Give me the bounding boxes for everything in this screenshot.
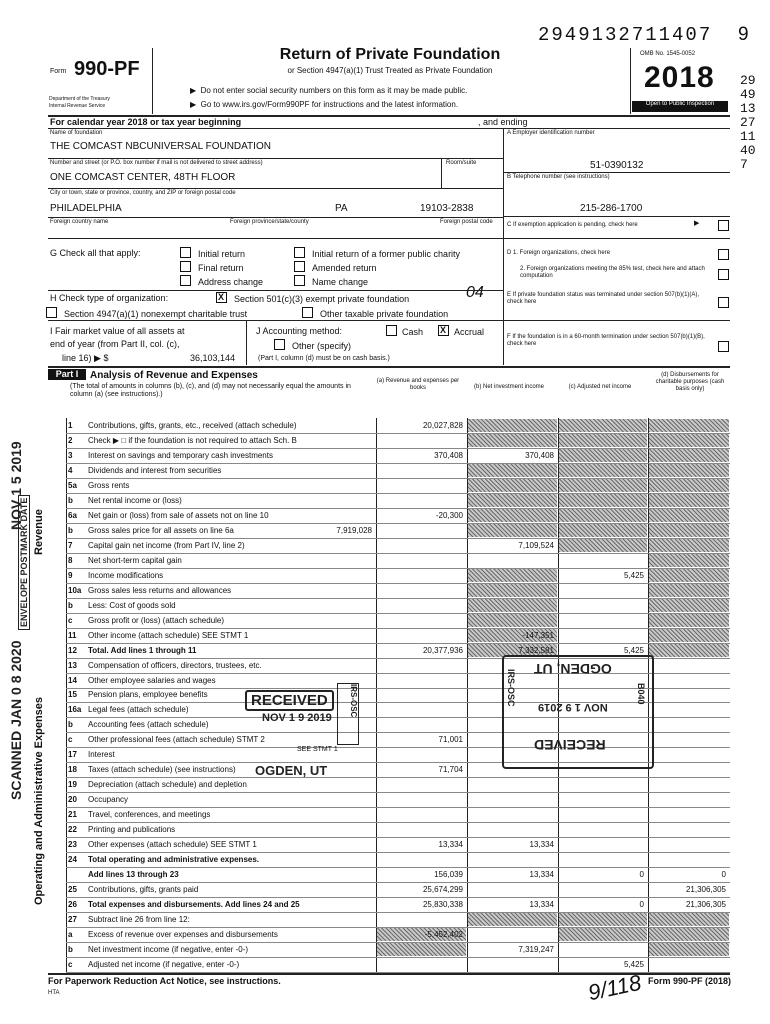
line-number: c [68, 615, 73, 625]
line-label: Printing and publications [88, 825, 176, 835]
part-i-title: Analysis of Revenue and Expenses [90, 370, 258, 381]
f-label: F If the foundation is in a 60-month termination under section 507(b)(1)(B), check here [507, 334, 705, 347]
line-label: Dividends and interest from securities [88, 465, 222, 475]
line-number: 12 [68, 645, 77, 655]
line-number: 13 [68, 660, 77, 670]
col-a-value[interactable]: 20,377,936 [422, 645, 463, 655]
line-label: Capital gain net income (from Part IV, line 2) [88, 540, 245, 550]
line-label: Total expenses and disbursements. Add lines 24 and 25 [88, 900, 300, 910]
table-row [48, 852, 730, 867]
fmv-label-3: line 16) ▶ $ [62, 353, 109, 363]
e-label: E If private foundation status was terminated under section 507(b)(1)(A), check here [507, 292, 700, 305]
table-row [48, 523, 730, 538]
line-label: Other expenses (attach schedule) SEE STMT 1 [88, 840, 257, 850]
line-label: Gross sales less returns and allowances [88, 585, 232, 595]
zip[interactable]: 19103-2838 [420, 203, 474, 214]
paperwork-notice: For Paperwork Reduction Act Notice, see instructions. [48, 976, 281, 986]
line-label: Excess of revenue over expenses and disbursements [88, 930, 278, 940]
phone-label: B Telephone number (see instructions) [507, 174, 610, 180]
line-number: 9 [68, 570, 73, 580]
table-row [48, 807, 730, 822]
line-label: Subtract line 26 from line 12: [88, 915, 190, 925]
accrual-checkbox[interactable] [438, 325, 449, 336]
initial-former-label: Initial return of a former public charity [312, 249, 461, 259]
table-row [48, 448, 730, 463]
line-number: c [68, 735, 73, 745]
table-row [48, 508, 730, 523]
see-stmt-1-overprint: SEE STMT 1 [297, 746, 338, 753]
expenses-label: Operating and Administrative Expenses [33, 696, 45, 905]
name-change-label: Name change [312, 277, 369, 287]
ssn-notice: ▶ Do not enter social security numbers on this form as it may be made public. [190, 86, 468, 95]
line-label: Interest [88, 750, 115, 760]
ein-label: A Employer identification number [507, 130, 595, 136]
omb-number: OMB No. 1545-0052 [640, 51, 696, 57]
col-b-value[interactable]: 13,334 [529, 900, 554, 910]
part-i-tag: Part I [48, 369, 86, 380]
section-501-label: Section 501(c)(3) exempt private foundation [234, 294, 410, 304]
table-row [48, 463, 730, 478]
handwritten-initials: 9/118 [585, 969, 644, 1006]
side-dln: 2949132711407 [740, 73, 756, 172]
table-row [48, 478, 730, 493]
line-number: a [68, 930, 73, 940]
line-label: Gross sales price for all assets on line 6a [88, 525, 234, 535]
d2-checkbox[interactable] [718, 269, 729, 280]
table-row [48, 927, 730, 942]
initial-former-checkbox[interactable] [294, 247, 305, 258]
line-label: Interest on savings and temporary cash investments [88, 450, 273, 460]
arrow-icon: ▶ [694, 220, 700, 227]
irs-osc-rotated: IRS-OSC [506, 669, 516, 707]
line-number: 20 [68, 795, 77, 805]
line-number: 3 [68, 450, 73, 460]
table-row [48, 957, 730, 972]
line-number: 24 [68, 855, 77, 865]
table-row [48, 897, 730, 912]
received-stamp: RECEIVED [245, 690, 334, 711]
line-number: 6a [68, 510, 77, 520]
line-label: Net investment income (if negative, enter -0-) [88, 945, 249, 955]
col-c-value[interactable]: 0 [639, 900, 644, 910]
fmv-label-2: end of year (from Part II, col. (c), [50, 339, 180, 349]
form-number: 990-PF [74, 58, 140, 80]
line-label: Depreciation (attach schedule) and depletion [88, 780, 247, 790]
other-taxable-label: Other taxable private foundation [320, 309, 449, 319]
col-a-value[interactable]: -5,452,402 [424, 930, 463, 940]
table-row [48, 867, 730, 882]
line-number: b [68, 720, 73, 730]
line-number: 14 [68, 675, 77, 685]
line-number: 10a [68, 585, 82, 595]
name-change-checkbox[interactable] [294, 275, 305, 286]
d1-checkbox[interactable] [718, 249, 729, 260]
ogden-ut-rotated: OGDEN, UT [534, 661, 612, 677]
col-b-value[interactable]: -147,351 [522, 630, 554, 640]
line-label: Net short-term capital gain [88, 555, 182, 565]
line-number: b [68, 945, 73, 955]
cash-label: Cash [402, 327, 424, 337]
room-label: Room/suite [446, 160, 477, 166]
dln-number: 2949132711407 [538, 24, 713, 46]
street-address[interactable]: ONE COMCAST CENTER, 48TH FLOOR [50, 172, 236, 183]
col-b-header: (b) Net investment income [473, 384, 545, 390]
accrual-label: Accrual [454, 327, 485, 337]
col-d-value[interactable]: 21,306,305 [685, 885, 726, 895]
amended-return-checkbox[interactable] [294, 261, 305, 272]
line-label: Total operating and administrative expenses. [88, 855, 260, 865]
line-number: 17 [68, 750, 77, 760]
line-label: Adjusted net income (if negative, enter -0-) [88, 960, 240, 969]
f-checkbox[interactable] [718, 341, 729, 352]
state[interactable]: PA [335, 203, 348, 214]
table-row [48, 882, 730, 897]
col-a-value[interactable]: 71,001 [438, 735, 463, 745]
line-label: Net rental income or (loss) [88, 495, 182, 505]
form-label: Form [50, 68, 67, 75]
handwritten-note: 04 [466, 284, 484, 301]
j-label: J Accounting method: [256, 326, 343, 336]
initial-return-label: Initial return [198, 249, 246, 259]
col-d-value[interactable]: 0 [721, 870, 726, 880]
table-row [48, 837, 730, 852]
line-number: b [68, 525, 73, 535]
line-label: Accounting fees (attach schedule) [88, 720, 209, 730]
table-row [48, 613, 730, 628]
foreign-country-label: Foreign country name [50, 219, 109, 225]
line-number: 11 [68, 630, 77, 640]
revenue-label: Revenue [33, 509, 45, 555]
line-number: 21 [68, 810, 77, 820]
line-number: 7 [68, 540, 73, 550]
line-label: Add lines 13 through 23 [88, 870, 179, 880]
phone-value[interactable]: 215-286-1700 [580, 203, 643, 214]
d1-label: D 1. Foreign organizations, check here [507, 250, 611, 256]
line-label: Gross profit or (loss) (attach schedule) [88, 615, 225, 625]
table-row [48, 777, 730, 792]
table-row [48, 493, 730, 508]
col-c-value[interactable]: 0 [639, 870, 644, 880]
line-number: 26 [68, 900, 77, 910]
table-row [48, 553, 730, 568]
col-d-header: (d) Disbursements for charitable purposes (cash basis only) [655, 372, 725, 392]
line-label: Income modifications [88, 570, 164, 580]
received-date: NOV 1 9 2019 [262, 712, 332, 724]
col-b-value[interactable]: 370,408 [525, 450, 554, 460]
line-number: 1 [68, 420, 73, 430]
col-a-value[interactable]: 20,027,828 [422, 420, 463, 430]
col-a-value[interactable]: -20,300 [435, 510, 463, 520]
irs-label: Internal Revenue Service [49, 103, 106, 109]
nov-date-rotated: NOV 1 9 2019 [538, 701, 608, 713]
city[interactable]: PHILADELPHIA [50, 203, 122, 214]
line-number: c [68, 960, 73, 969]
other-method-label: Other (specify) [292, 341, 352, 351]
line-number: 16a [68, 705, 82, 715]
line-number: 5a [68, 480, 77, 490]
line-label: Travel, conferences, and meetings [88, 810, 211, 820]
form-subtitle: or Section 4947(a)(1) Trust Treated as Private Foundation [287, 66, 493, 75]
line-number: 19 [68, 780, 77, 790]
calendar-year-label: For calendar year 2018 or tax year beginning [50, 117, 242, 127]
table-row [48, 942, 730, 957]
postmark-date: NOV 1 5 2019 [8, 441, 24, 530]
other-method-checkbox[interactable] [274, 339, 285, 350]
table-row [48, 628, 730, 643]
form-title: Return of Private Foundation [279, 46, 501, 63]
initial-return-checkbox[interactable] [180, 247, 191, 258]
line-label: Less: Cost of goods sold [88, 600, 176, 610]
line-number: 2 [68, 435, 73, 445]
final-return-label: Final return [198, 263, 244, 273]
col-a-header: (a) Revenue and expenses per books [376, 378, 460, 391]
col-b-value[interactable]: 13,334 [529, 840, 554, 850]
line-label: Net gain or (loss) from sale of assets not on line 10 [88, 510, 269, 520]
col-c-value[interactable]: 5,425 [623, 960, 644, 969]
table-row [48, 583, 730, 598]
line-label: Other professional fees (attach schedule) STMT 2 [88, 735, 265, 745]
table-row [48, 822, 730, 837]
line-number: 23 [68, 840, 77, 850]
line-number: 22 [68, 825, 77, 835]
table-row [48, 598, 730, 613]
col-b-value[interactable]: 7,319,247 [518, 945, 554, 955]
final-return-checkbox[interactable] [180, 261, 191, 272]
foreign-province-label: Foreign province/state/county [230, 219, 309, 225]
city-label: City or town, state or province, country, and ZIP or foreign postal code [50, 190, 236, 196]
table-row [48, 792, 730, 807]
other-taxable-checkbox[interactable] [302, 307, 313, 318]
received-stamp-rotated [502, 655, 654, 769]
received-rotated: RECEIVED [534, 737, 606, 753]
fmv-label-1: I Fair market value of all assets at [50, 326, 185, 336]
amended-return-label: Amended return [312, 263, 377, 273]
foundation-name[interactable]: THE COMCAST NBCUNIVERSAL FOUNDATION [50, 141, 271, 152]
table-row [48, 538, 730, 553]
cash-checkbox[interactable] [386, 325, 397, 336]
dept-treasury: Department of the Treasury [49, 96, 110, 102]
line-label: Check ▶ □ if the foundation is not required to attach Sch. B [88, 435, 297, 445]
table-row [48, 418, 730, 433]
col-c-header: (c) Adjusted net income [568, 384, 632, 390]
line-label: Total. Add lines 1 through 11 [88, 645, 197, 655]
ein-value[interactable]: 51-0390132 [590, 160, 644, 171]
col-d-value[interactable]: 21,306,305 [685, 900, 726, 910]
foreign-postal-label: Foreign postal code [440, 219, 493, 225]
instructions-link[interactable]: ▶ Go to www.irs.gov/Form990PF for instructions and the latest information. [190, 100, 459, 109]
address-change-checkbox[interactable] [180, 275, 191, 286]
h-label: H Check type of organization: [50, 293, 169, 303]
c-checkbox[interactable] [718, 220, 729, 231]
line-number: 15 [68, 690, 77, 700]
part-i-desc: (The total of amounts in columns (b), (c), and (d) may not necessarily equal the amounts in column (a) (see instructions).) [70, 383, 351, 398]
col-a-value[interactable]: 13,334 [438, 840, 463, 850]
col-c-value[interactable]: 5,425 [623, 570, 644, 580]
d2-label: 2. Foreign organizations meeting the 85% test, check here and attach computation [520, 266, 705, 279]
open-to-public: Open to Public Inspection [632, 101, 728, 112]
line-label: Gross rents [88, 480, 130, 490]
section-501-checkbox[interactable] [216, 292, 227, 303]
name-label: Name of foundation [50, 130, 103, 136]
table-row [48, 433, 730, 448]
col-b-value[interactable]: 7,332,581 [518, 645, 554, 655]
line-number: 27 [68, 915, 77, 925]
scanned-date: SCANNED JAN 0 8 2020 [8, 640, 24, 800]
hta-label: HTA [48, 990, 60, 996]
street-label: Number and street (or P.O. box number if mail is not delivered to street address) [50, 160, 263, 166]
irs-osc-stamp: IRS-OSC [337, 683, 359, 745]
line-number: b [68, 600, 73, 610]
e-checkbox[interactable] [718, 297, 729, 308]
line-number: 8 [68, 555, 73, 565]
col-a-value[interactable]: 25,674,299 [422, 885, 463, 895]
footer-form: Form 990-PF (2018) [648, 976, 732, 986]
section-4947-checkbox[interactable] [46, 307, 57, 318]
col-b-value[interactable]: 13,334 [529, 870, 554, 880]
col-a-value[interactable]: 156,039 [434, 870, 463, 880]
col-a-value[interactable]: 370,408 [434, 450, 463, 460]
line-label: Pension plans, employee benefits [88, 690, 208, 700]
section-4947-label: Section 4947(a)(1) nonexempt charitable trust [64, 309, 248, 319]
line-label: Taxes (attach schedule) (see instructions) [88, 765, 236, 775]
line-number: 25 [68, 885, 77, 895]
cash-basis-note: (Part I, column (d) must be on cash basis.) [258, 355, 390, 362]
line-label: Other employee salaries and wages [88, 675, 216, 685]
postmark-label: ENVELOPE POSTMARK DATE [18, 495, 30, 630]
b040-code: B040 [636, 683, 646, 705]
col-a-value[interactable]: 25,830,338 [422, 900, 463, 910]
fmv-value[interactable]: 36,103,144 [190, 353, 236, 363]
col-a-value[interactable]: 71,704 [438, 765, 463, 775]
tax-year: 2018 [644, 61, 715, 94]
line-number: 18 [68, 765, 77, 775]
line-label: Contributions, gifts, grants paid [88, 885, 199, 895]
table-row [48, 912, 730, 927]
table-row [48, 568, 730, 583]
inline-amount[interactable]: 7,919,028 [336, 525, 372, 535]
corner-digit: 9 [738, 24, 749, 45]
line-label: Occupancy [88, 795, 129, 805]
col-b-value[interactable]: 7,109,524 [518, 540, 554, 550]
c-label: C If exemption application is pending, check here [507, 222, 638, 228]
address-change-label: Address change [198, 277, 264, 287]
line-number: b [68, 495, 73, 505]
line-label: Other income (attach schedule) SEE STMT 1 [88, 630, 249, 640]
line-label: Compensation of officers, directors, trustees, etc. [88, 660, 262, 670]
g-label: G Check all that apply: [50, 248, 141, 258]
line-number: 4 [68, 465, 73, 475]
ending-label: , and ending [478, 117, 528, 127]
ogden-stamp: OGDEN, UT [255, 763, 328, 778]
line-label: Contributions, gifts, grants, etc., received (attach schedule) [88, 420, 297, 430]
line-label: Legal fees (attach schedule) [88, 705, 189, 715]
col-c-value[interactable]: 5,425 [623, 645, 644, 655]
